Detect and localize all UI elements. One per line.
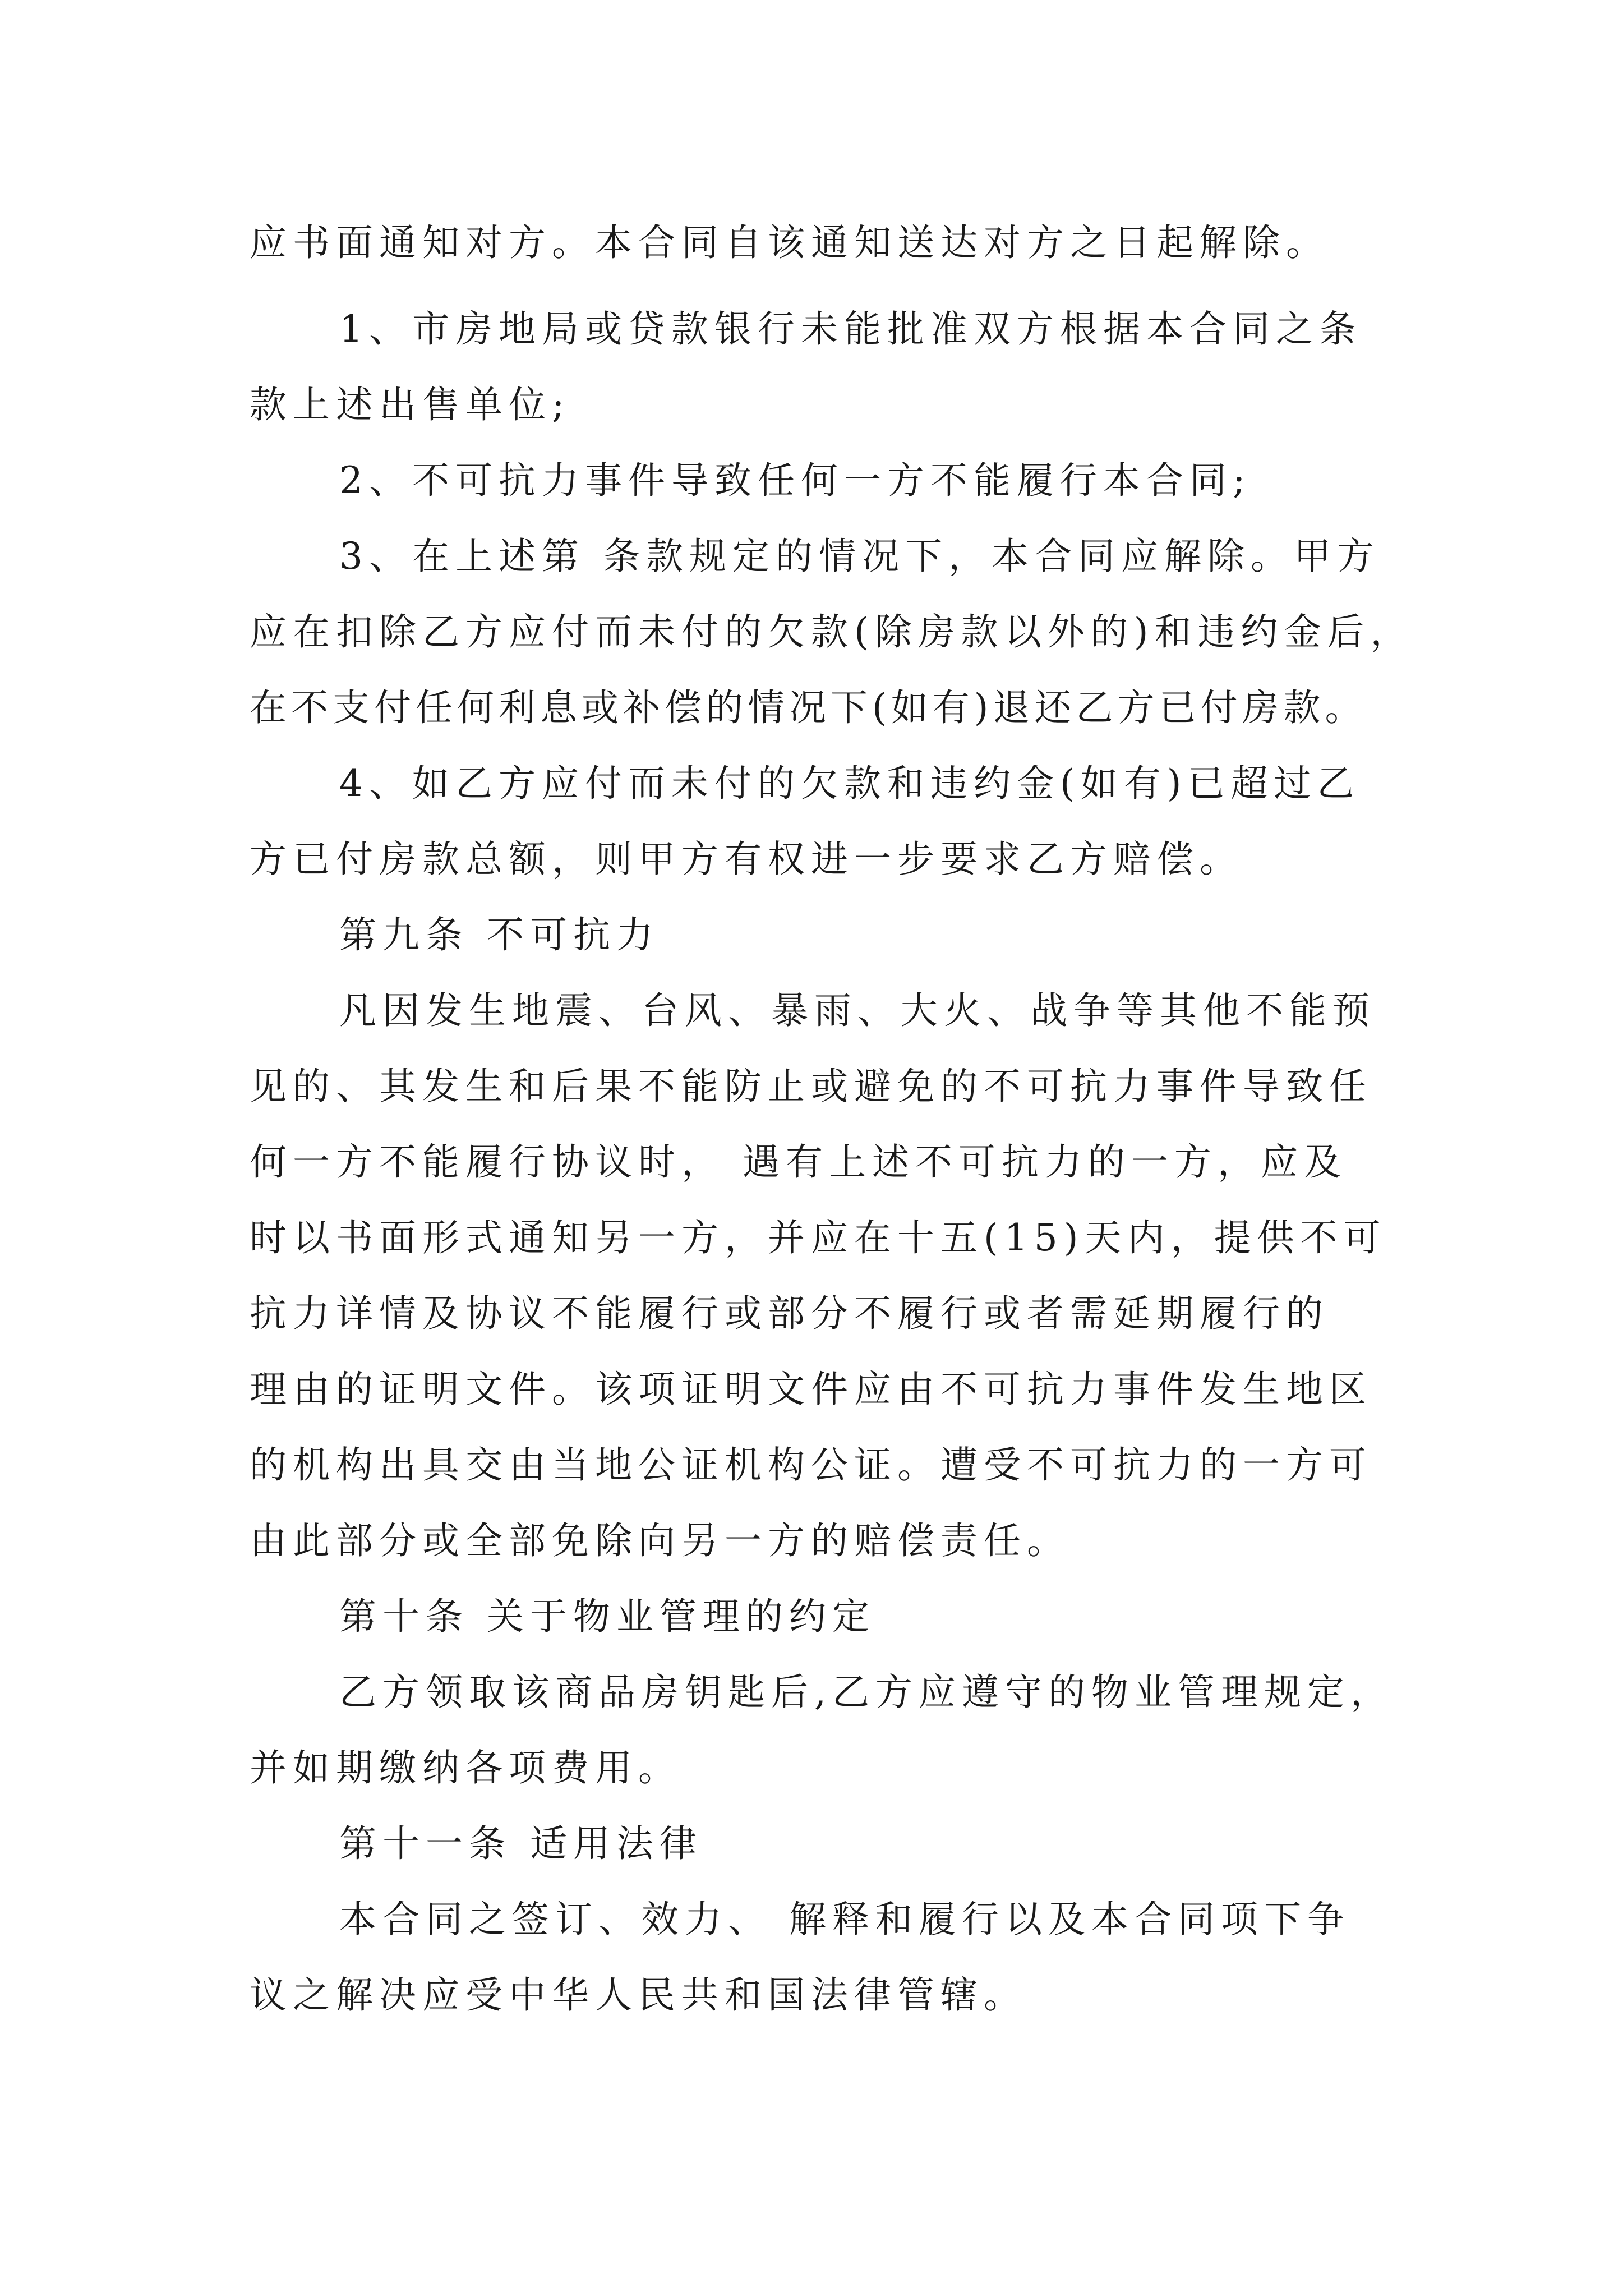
paragraph-line: 理由的证明文件。该项证明文件应由不可抗力事件发生地区 [250, 1368, 1372, 1411]
paragraph-line: 2、不可抗力事件导致任何一方不能履行本合同; [339, 459, 1252, 502]
paragraph-line: 3、在上述第 条款规定的情况下，本合同应解除。甲方 [339, 535, 1380, 578]
section-heading: 第十条 关于物业管理的约定 [339, 1595, 875, 1638]
paragraph-line: 方已付房款总额，则甲方有权进一步要求乙方赔偿。 [250, 838, 1243, 881]
paragraph-line: 的机构出具交由当地公证机构公证。遭受不可抗力的一方可 [250, 1443, 1372, 1487]
paragraph-line: 款上述出售单位; [250, 383, 571, 426]
paragraph-line: 并如期缴纳各项费用。 [250, 1746, 681, 1789]
paragraph-line: 见的、其发生和后果不能防止或避免的不可抗力事件导致任 [250, 1065, 1372, 1108]
paragraph-line: 4、如乙方应付而未付的欠款和违约金(如有)已超过乙 [339, 762, 1361, 805]
paragraph-line: 应书面通知对方。本合同自该通知送达对方之日起解除。 [250, 221, 1329, 264]
paragraph-line: 何一方不能履行协议时， 遇有上述不可抗力的一方，应及 [250, 1140, 1347, 1184]
paragraph-line: 1、市房地局或贷款银行未能批准双方根据本合同之条 [339, 307, 1362, 351]
paragraph-line: 由此部分或全部免除向另一方的赔偿责任。 [250, 1519, 1070, 1562]
paragraph-line: 乙方领取该商品房钥匙后,乙方应遵守的物业管理规定， [339, 1671, 1394, 1714]
paragraph-line: 凡因发生地震、台风、暴雨、大火、战争等其他不能预 [339, 989, 1376, 1032]
paragraph-line: 时以书面形式通知另一方，并应在十五(15)天内，提供不可 [250, 1216, 1387, 1259]
section-heading: 第九条 不可抗力 [339, 913, 660, 956]
paragraph-line: 议之解决应受中华人民共和国法律管辖。 [250, 1973, 1027, 2017]
paragraph-line: 应在扣除乙方应付而未付的欠款(除房款以外的)和违约金后， [250, 610, 1414, 654]
paragraph-line: 抗力详情及协议不能履行或部分不履行或者需延期履行的 [250, 1292, 1329, 1335]
paragraph-line: 在不支付任何利息或补偿的情况下(如有)退还乙方已付房款。 [250, 686, 1367, 729]
section-heading: 第十一条 适用法律 [339, 1822, 703, 1865]
paragraph-line: 本合同之签订、效力、 解释和履行以及本合同项下争 [339, 1898, 1350, 1941]
